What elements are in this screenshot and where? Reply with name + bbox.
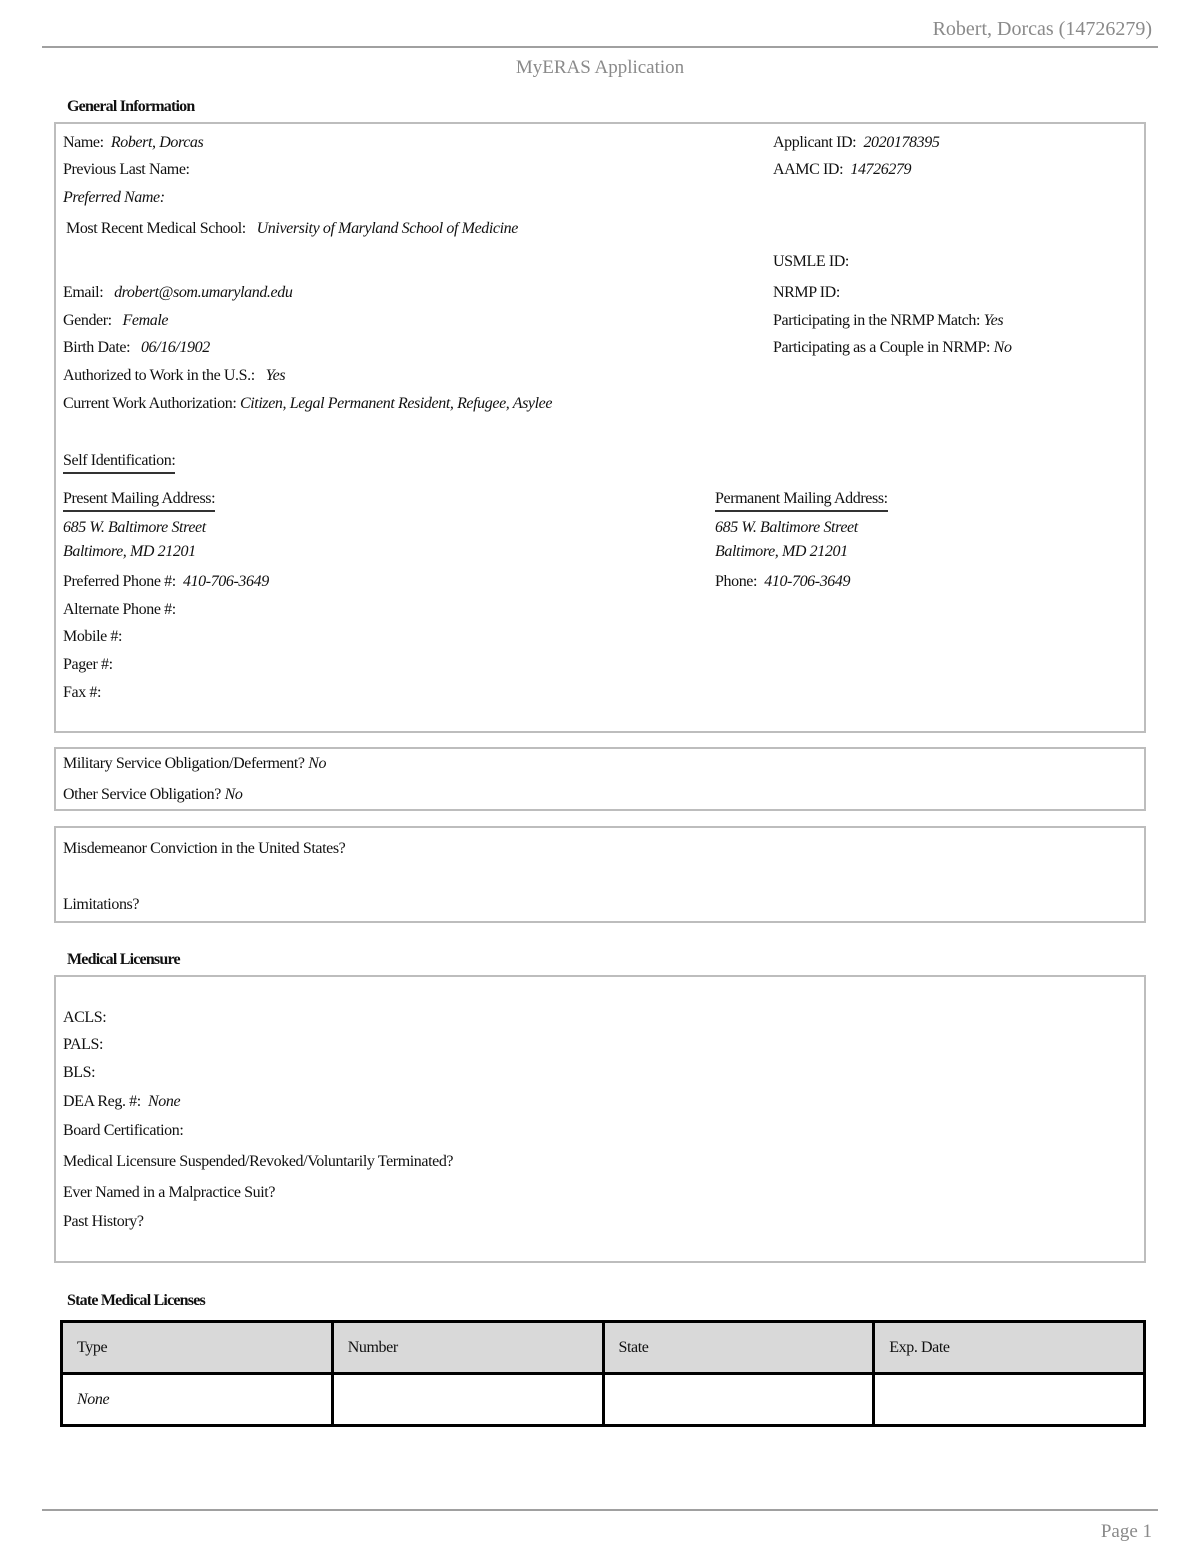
medical-school-row [66,221,518,237]
table-header-row [62,1322,1145,1374]
malpractice-label: Ever Named in a Malpractice Suit? [63,1184,276,1201]
previous-last-name-label: Previous Last Name: [63,161,190,178]
cell-number [332,1374,603,1426]
general-info-heading: General Information [67,98,195,115]
medical-licensure-heading: Medical Licensure [67,951,180,968]
mobile-label: Mobile #: [63,628,123,645]
medical-school-value: University of Maryland School of Medicine [256,220,518,237]
name-value: Robert, Dorcas [110,134,204,151]
usmle-id-label: USMLE ID: [773,253,849,270]
medical-school-label: Most Recent Medical School: [66,220,246,237]
current-work-auth-value: Citizen, Legal Permanent Resident, Refugee, Asylee [239,395,553,412]
email-row [63,285,292,301]
medical-licensure-box [54,975,1146,1263]
current-work-auth-row [63,396,552,412]
present-address-label: Present Mailing Address: [63,491,215,512]
name-row [63,135,203,151]
licensure-suspended-label: Medical Licensure Suspended/Revoked/Voluntarily Terminated? [63,1153,454,1170]
nrmp-match-label: Participating in the NRMP Match: [773,312,981,329]
military-service-label: Military Service Obligation/Deferment? [63,755,305,772]
permanent-address-line1: 685 W. Baltimore Street [715,519,858,536]
gender-row [63,313,168,329]
present-address-line1: 685 W. Baltimore Street [63,519,206,536]
footer-rule [42,1509,1158,1511]
self-identification-label: Self Identification: [63,453,175,474]
other-service-label: Other Service Obligation? [63,786,221,803]
preferred-phone-value: 410-706-3649 [182,573,269,590]
permanent-address-line2: Baltimore, MD 21201 [715,543,848,560]
birth-date-row [63,340,210,356]
state-licenses-heading: State Medical Licenses [67,1292,205,1309]
other-service-value: No [224,786,243,803]
gender-value: Female [122,312,169,329]
dea-value: None [148,1093,181,1110]
aamc-id-value: 14726279 [850,161,912,178]
applicant-header: Robert, Dorcas (14726279) [932,18,1152,40]
birth-date-label: Birth Date: [63,339,131,356]
email-value: drobert@som.umaryland.edu [114,284,293,301]
nrmp-couple-label: Participating as a Couple in NRMP: [773,339,991,356]
bls-label: BLS: [63,1064,96,1081]
pager-label: Pager #: [63,656,113,673]
preferred-phone-label: Preferred Phone #: [63,573,176,590]
current-work-auth-label: Current Work Authorization: [63,395,237,412]
preferred-name-label: Preferred Name: [63,189,165,206]
col-number: Number [332,1322,603,1374]
cell-type: None [62,1374,333,1426]
military-service-row [63,756,326,772]
military-service-value: No [308,755,327,772]
present-address-line2: Baltimore, MD 21201 [63,543,196,560]
misdemeanor-label: Misdemeanor Conviction in the United States? [63,840,346,857]
aamc-id-label: AAMC ID: [773,161,844,178]
nrmp-couple-row [773,340,1012,356]
past-history-label: Past History? [63,1213,144,1230]
work-authorized-label: Authorized to Work in the U.S.: [63,367,255,384]
applicant-id-value: 2020178395 [863,134,940,151]
col-exp-date: Exp. Date [874,1322,1145,1374]
other-service-row [63,787,242,803]
header-rule [42,46,1158,48]
preferred-phone-row [63,574,269,590]
dea-label: DEA Reg. #: [63,1093,141,1110]
pals-label: PALS: [63,1036,104,1053]
applicant-id-label: Applicant ID: [773,134,857,151]
board-certification-label: Board Certification: [63,1122,184,1139]
nrmp-match-row [773,313,1003,329]
applicant-id-row [773,135,939,151]
email-label: Email: [63,284,104,301]
limitations-label: Limitations? [63,896,140,913]
fax-label: Fax #: [63,684,102,701]
work-authorized-row [63,368,285,384]
page-number: Page 1 [1100,1521,1152,1542]
col-type: Type [62,1322,333,1374]
dea-row [63,1094,180,1110]
gender-label: Gender: [63,312,112,329]
state-licenses-table [60,1320,1146,1427]
birth-date-value: 06/16/1902 [140,339,210,356]
col-state: State [603,1322,874,1374]
permanent-phone-label: Phone: [715,573,758,590]
acls-label: ACLS: [63,1009,107,1026]
aamc-id-row [773,162,911,178]
document-title: MyERAS Application [515,57,685,78]
table-row [62,1374,1145,1426]
alternate-phone-label: Alternate Phone #: [63,601,176,618]
nrmp-couple-value: No [993,339,1012,356]
name-label: Name: [63,134,104,151]
nrmp-id-label: NRMP ID: [773,284,840,301]
work-authorized-value: Yes [265,367,286,384]
permanent-phone-row [715,574,850,590]
general-info-box [54,122,1146,733]
permanent-address-label: Permanent Mailing Address: [715,491,888,512]
cell-state [603,1374,874,1426]
permanent-phone-value: 410-706-3649 [764,573,851,590]
nrmp-match-value: Yes [983,312,1004,329]
cell-exp-date [874,1374,1145,1426]
